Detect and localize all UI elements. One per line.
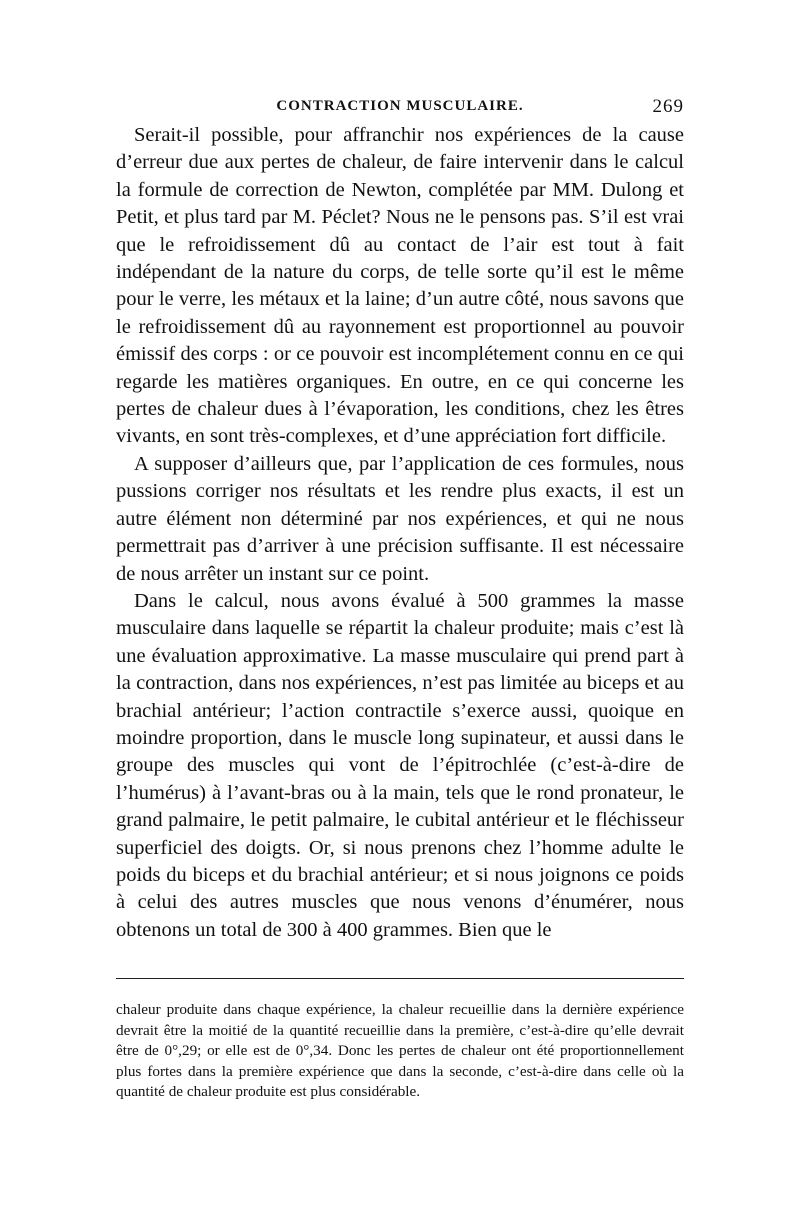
paragraph: A supposer d’ailleurs que, par l’application de ces formules, nous pussions corriger nos résultats et les rendre plus exacts, il est un autre élément non déterminé par nos expériences, et qui ne nous permettrait pas d’arriver à une précision suffisante. Il est nécessaire de nous arrêter un instant sur ce point.: [116, 452, 684, 585]
page-header: [116, 96, 684, 120]
footnote-separator: [116, 978, 684, 979]
main-text: [116, 122, 684, 944]
paragraph: Serait-il possible, pour affranchir nos expériences de la cause d’erreur due aux pertes de chaleur, de faire intervenir dans le calcul la formule de correction de Newton, complétée par MM. Dulong et Petit, et plus tard par M. Péclet? Nous ne le pensons pas. S’il est vrai que le refroidissement dû au contact de l’air est tout à fait indépendant de la nature du corps, de telle sorte qu’il est le même pour le verre, les métaux et la laine; d’un autre côté, nous savons que le refroidissement dû au rayonnement est proportionnel au pouvoir émissif des corps : or ce pouvoir est incomplétement connu en ce qui regarde les matières organiques. En outre, en ce qui concerne les pertes de chaleur dues à l’évaporation, les conditions, chez les êtres vivants, en sont très-complexes, et d’une appréciation fort difficile.: [116, 124, 684, 448]
running-title: CONTRACTION MUSCULAIRE.: [276, 98, 524, 114]
footnote: chaleur produite dans chaque expérience, la chaleur recueillie dans la dernière expérience devrait être la moitié de la quantité recueillie dans la première, c’est-à-dire qu’elle devrait être de 0°,29; or elle est de 0°,34. Donc les pertes de chaleur ont été proportionnellement plus fortes dans la première expérience que dans la seconde, c’est-à-dire dans celle où la quantité de chaleur produite est plus considérable.: [116, 1001, 684, 1100]
paragraph: Dans le calcul, nous avons évalué à 500 grammes la masse musculaire dans laquelle se répartit la chaleur produite; mais c’est là une évaluation approximative. La masse musculaire qui prend part à la contraction, dans nos expériences, n’est pas limitée au biceps et au brachial antérieur; l’action contractile s’exerce aussi, quoique en moindre proportion, dans le muscle long supinateur, et aussi dans le groupe des muscles qui vont de l’épitrochlée (c’est-à-dire de l’humérus) à l’avant-bras ou à la main, tels que le rond pronateur, le grand palmaire, le petit palmaire, le cubital antérieur et le fléchisseur superficiel des doigts. Or, si nous prenons chez l’homme adulte le poids du biceps et du brachial antérieur; et si nous joignons ce poids à celui des autres muscles que nous venons d’énumérer, nous obtenons un total de 300 à 400 grammes. Bien que le: [116, 589, 684, 941]
page-number: 269: [652, 96, 684, 117]
